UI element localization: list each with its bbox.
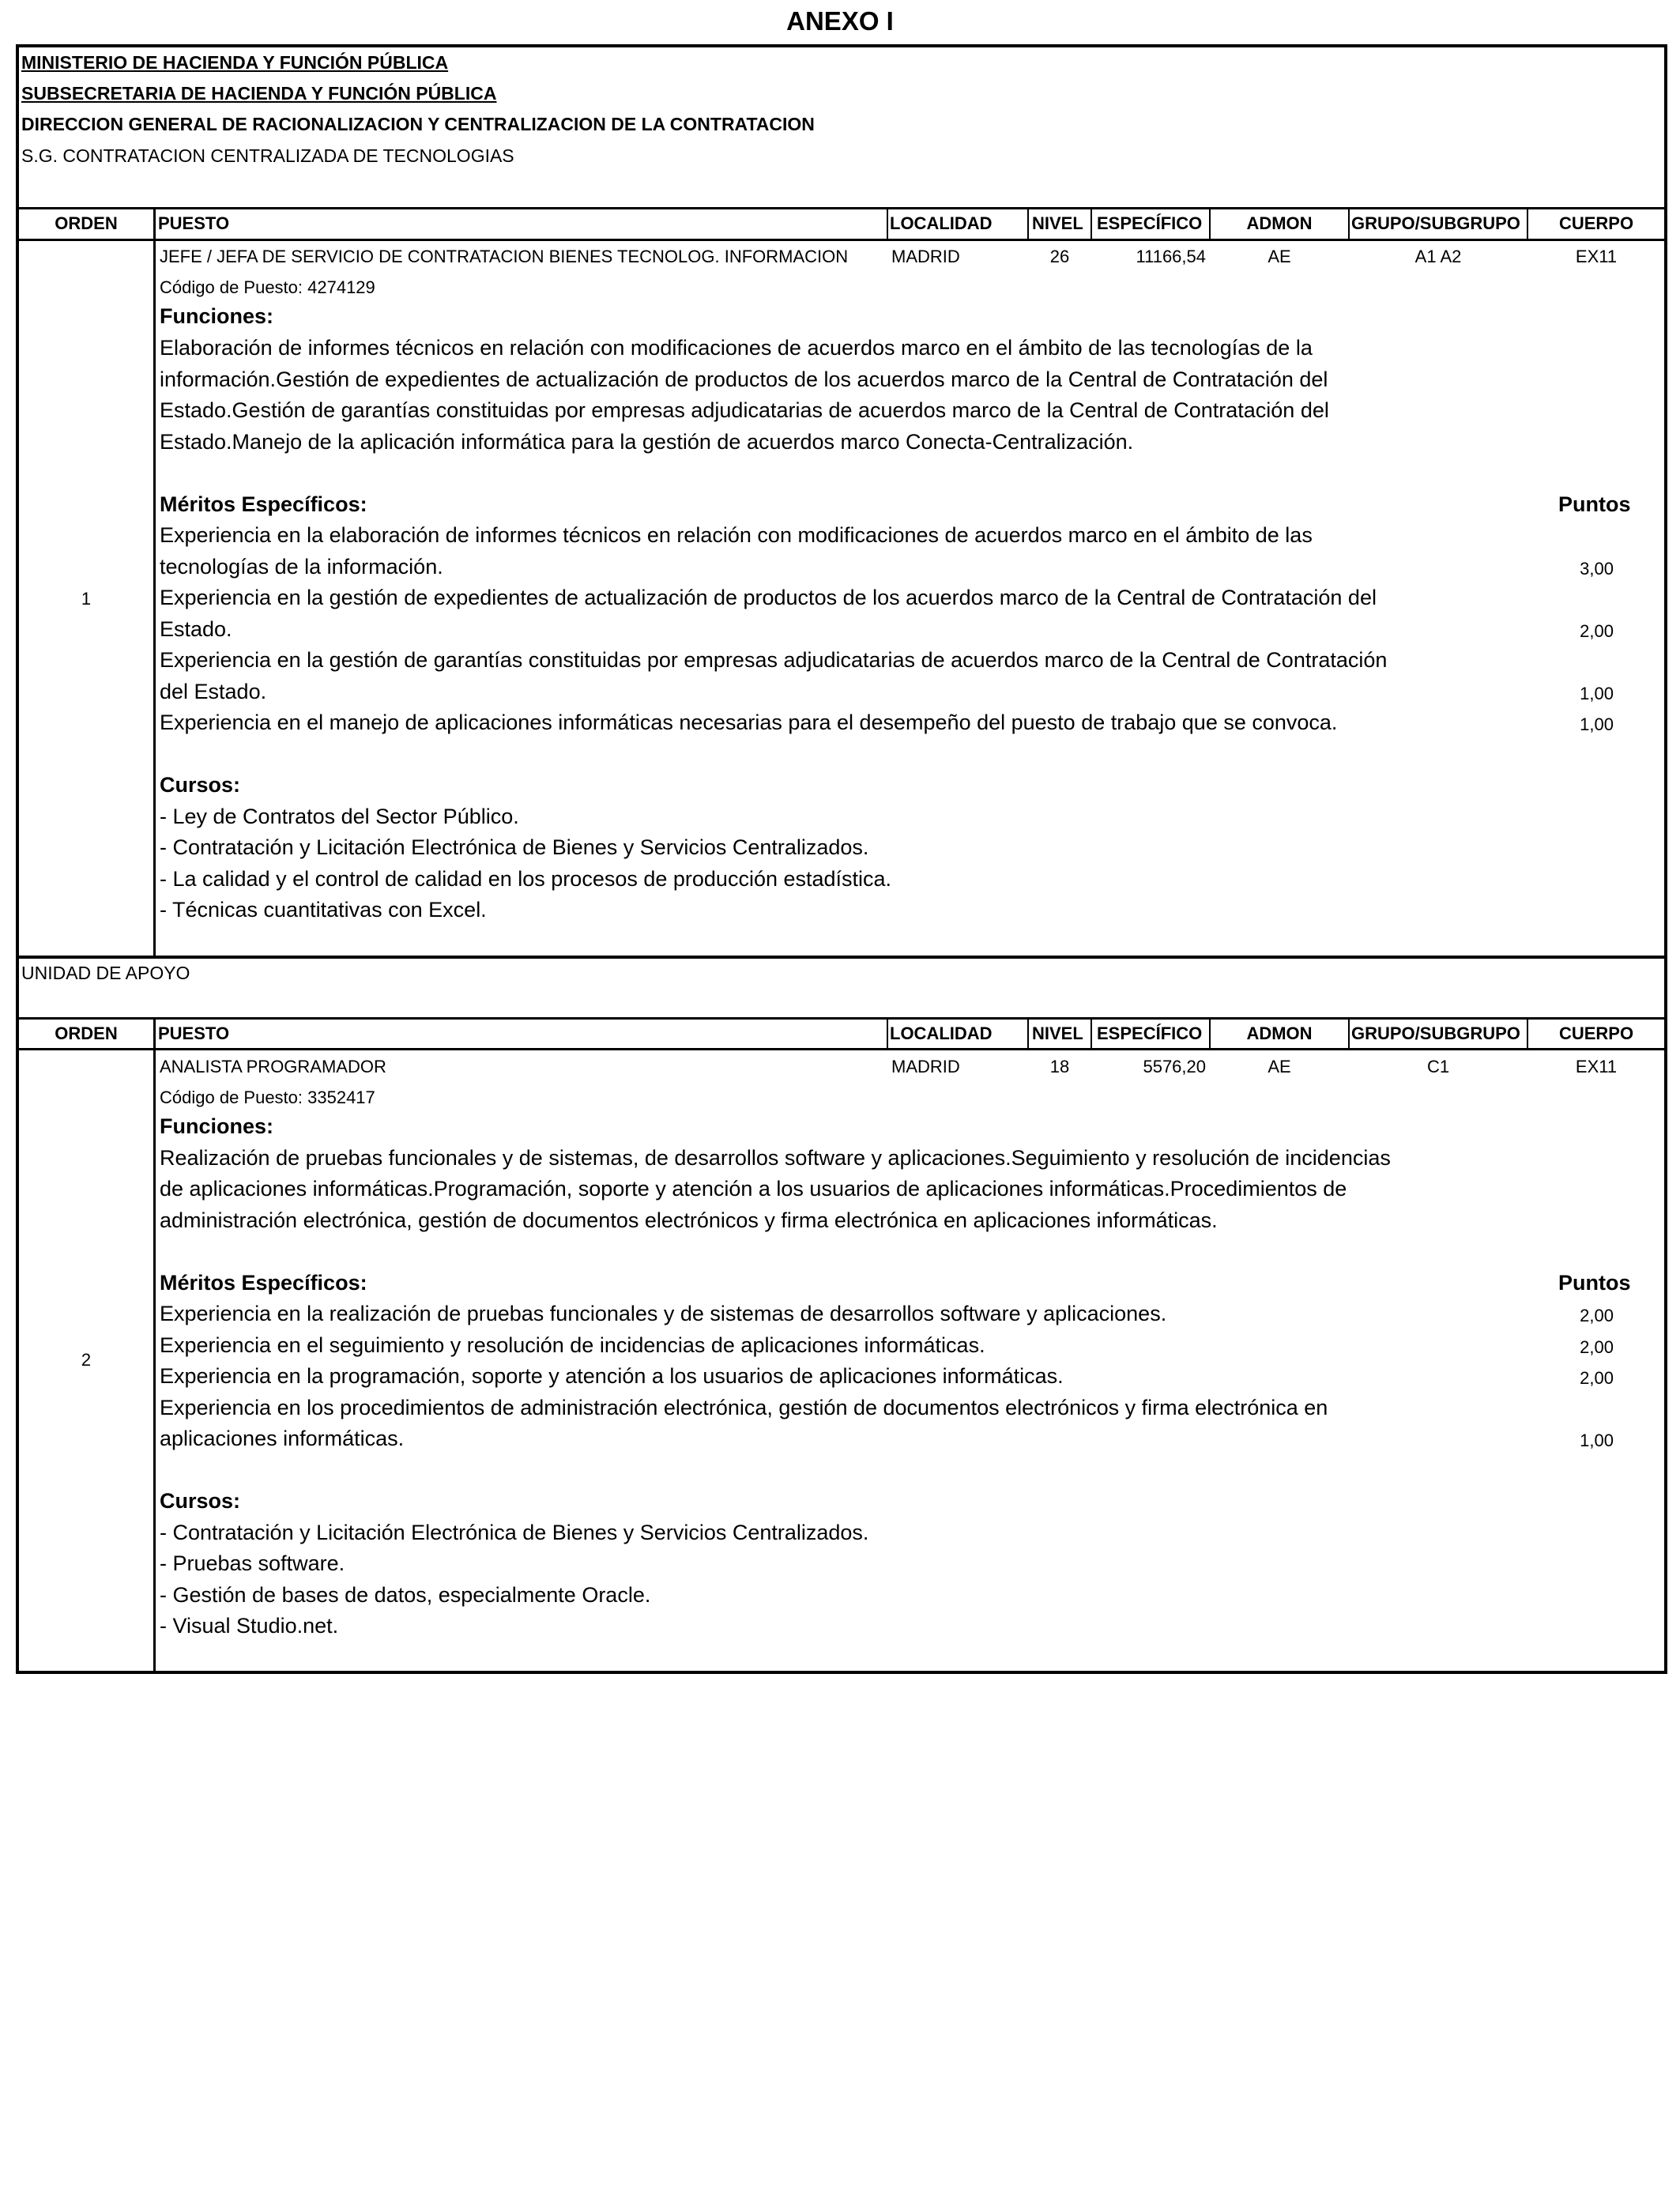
table-1-merito-line: Experiencia en la gestión de garantías constituidas por empresas adjudicatarias de acuerdos marco de la Central de Contratación: [160, 648, 1388, 672]
table-1-funciones-line: Estado.Gestión de garantías constituidas por empresas adjudicatarias de acuerdos marco de la Central de Contratación del: [160, 398, 1329, 422]
table-1-funciones-line: Estado.Manejo de la aplicación informática para la gestión de acuerdos marco Conecta-Centralización.: [160, 430, 1134, 454]
table-2-curso-line: - Visual Studio.net.: [160, 1614, 339, 1638]
table-2-funciones-label: Funciones:: [160, 1114, 274, 1138]
table-1-puesto: JEFE / JEFA DE SERVICIO DE CONTRATACION BIENES TECNOLOG. INFORMACION: [160, 247, 849, 266]
table-1-header-bottom: [16, 239, 1667, 241]
header-subsecretaria: SUBSECRETARIA DE HACIENDA Y FUNCIÓN PÚBLICA: [21, 83, 497, 104]
table-1-puntos-label: Puntos: [1558, 492, 1631, 516]
table-1-especifico: 11166,54: [1136, 247, 1206, 266]
header-ministry: MINISTERIO DE HACIENDA Y FUNCIÓN PÚBLICA: [21, 52, 449, 73]
table-1-funciones-label: Funciones:: [160, 304, 274, 328]
table-1-puntos-value: 3,00: [1580, 559, 1614, 579]
table-2-orden: 2: [81, 1350, 92, 1370]
col-orden: ORDEN: [55, 1023, 118, 1043]
col-sep: [887, 1017, 888, 1050]
col-sep: [1027, 207, 1029, 240]
table-1-puntos-value: 1,00: [1580, 684, 1614, 703]
table-2-especifico: 5576,20: [1143, 1057, 1206, 1076]
table-1-puntos-value: 1,00: [1580, 714, 1614, 734]
table-2-curso-line: - Pruebas software.: [160, 1551, 345, 1575]
table-2-header-top: [16, 1017, 1667, 1020]
table-1-puntos-value: 2,00: [1580, 621, 1614, 641]
table-2-merito-line: Experiencia en el seguimiento y resolución de incidencias de aplicaciones informáticas.: [160, 1333, 985, 1357]
table-1-codigo: Código de Puesto: 4274129: [160, 277, 375, 297]
table-2-puntos-value: 2,00: [1580, 1306, 1614, 1325]
table-1-meritos-label: Méritos Específicos:: [160, 492, 367, 516]
col-sep: [1348, 1017, 1350, 1050]
col-puesto: PUESTO: [158, 1023, 230, 1043]
table-1-merito-line: Experiencia en la gestión de expedientes de actualización de productos de los acuerdos marco de la Central de Contratación del: [160, 586, 1377, 609]
table-2-merito-line: aplicaciones informáticas.: [160, 1427, 405, 1450]
table-1-funciones-line: información.Gestión de expedientes de actualización de productos de los acuerdos marco de la Central de Contratación del: [160, 368, 1328, 391]
col-orden: ORDEN: [55, 213, 118, 233]
col-localidad: LOCALIDAD: [890, 1023, 993, 1043]
table-2-localidad: MADRID: [891, 1057, 960, 1076]
header-sg: S.G. CONTRATACION CENTRALIZADA DE TECNOLOGIAS: [21, 145, 514, 166]
table-1-merito-line: Estado.: [160, 617, 232, 641]
unit-heading: UNIDAD DE APOYO: [21, 963, 190, 983]
table-2-codigo: Código de Puesto: 3352417: [160, 1088, 375, 1107]
table-1-cursos-label: Cursos:: [160, 773, 241, 797]
table-1-merito-line: Experiencia en la elaboración de informes técnicos en relación con modificaciones de acuerdos marco en el ámbito de las: [160, 523, 1313, 547]
table-1-merito-line: Experiencia en el manejo de aplicaciones informáticas necesarias para el desempeño del puesto de trabajo que se convoca.: [160, 711, 1338, 734]
table-2-curso-line: - Gestión de bases de datos, especialmente Oracle.: [160, 1583, 651, 1607]
table-1-merito-line: del Estado.: [160, 680, 267, 703]
page-title: ANEXO I: [786, 6, 894, 36]
col-nivel: NIVEL: [1032, 1023, 1083, 1043]
col-grupo: GRUPO/SUBGRUPO: [1351, 213, 1520, 233]
table-1-localidad: MADRID: [891, 247, 960, 266]
table-1-grupo: A1 A2: [1414, 247, 1462, 266]
table-2-merito-line: Experiencia en los procedimientos de administración electrónica, gestión de documentos electrónicos y firma electrónica en: [160, 1396, 1328, 1419]
table-1-bottom: [16, 956, 1667, 959]
col-admon: ADMON: [1246, 213, 1313, 233]
table-2-grupo: C1: [1426, 1057, 1450, 1076]
col-cuerpo: CUERPO: [1558, 213, 1634, 233]
table-2-merito-line: Experiencia en la programación, soporte y atención a los usuarios de aplicaciones informáticas.: [160, 1364, 1064, 1388]
table-2-cursos-label: Cursos:: [160, 1489, 241, 1513]
table-2-admon: AE: [1268, 1057, 1291, 1076]
table-2-curso-line: - Contratación y Licitación Electrónica de Bienes y Servicios Centralizados.: [160, 1521, 869, 1544]
table-2-merito-line: Experiencia en la realización de pruebas funcionales y de sistemas de desarrollos software y aplicaciones.: [160, 1302, 1167, 1325]
table-2-puntos-value: 1,00: [1580, 1431, 1614, 1450]
col-puesto: PUESTO: [158, 213, 230, 233]
table-1-admon: AE: [1268, 247, 1291, 266]
table-2-funciones-line: Realización de pruebas funcionales y de sistemas, de desarrollos software y aplicaciones.Seguimiento y resolución de incidencias: [160, 1146, 1391, 1170]
outer-left-border: [16, 44, 19, 1674]
col-grupo: GRUPO/SUBGRUPO: [1351, 1023, 1520, 1043]
col-admon: ADMON: [1246, 1023, 1313, 1043]
table-2-header-bottom: [16, 1048, 1667, 1050]
table-1-curso-line: - Ley de Contratos del Sector Público.: [160, 805, 519, 828]
col-especifico: ESPECÍFICO: [1097, 213, 1203, 233]
table-1-nivel: 26: [1049, 247, 1070, 266]
col-nivel: NIVEL: [1032, 213, 1083, 233]
table-1-curso-line: - La calidad y el control de calidad en los procesos de producción estadística.: [160, 867, 892, 891]
table-2-puntos-label: Puntos: [1558, 1271, 1631, 1295]
table-1-funciones-line: Elaboración de informes técnicos en relación con modificaciones de acuerdos marco en el ámbito de las tecnologías de la: [160, 336, 1313, 360]
table-2-funciones-line: de aplicaciones informáticas.Programación, soporte y atención a los usuarios de aplicaciones informáticas.Procedimientos de: [160, 1177, 1347, 1201]
outer-top-border: [16, 44, 1667, 47]
table-1-orden: 1: [81, 589, 92, 609]
col-sep: [153, 1017, 156, 1673]
col-sep: [1027, 1017, 1029, 1050]
table-1-cuerpo: EX11: [1575, 247, 1618, 266]
table-1-curso-line: - Contratación y Licitación Electrónica de Bienes y Servicios Centralizados.: [160, 835, 869, 859]
table-2-nivel: 18: [1049, 1057, 1070, 1076]
table-1-merito-line: tecnologías de la información.: [160, 555, 443, 579]
table-2-puesto: ANALISTA PROGRAMADOR: [160, 1057, 386, 1076]
table-2-cuerpo: EX11: [1575, 1057, 1618, 1076]
table-2-meritos-label: Méritos Específicos:: [160, 1271, 367, 1295]
col-sep: [1348, 207, 1350, 240]
header-direccion: DIRECCION GENERAL DE RACIONALIZACION Y CENTRALIZACION DE LA CONTRATACION: [21, 114, 815, 134]
table-2-puntos-value: 2,00: [1580, 1368, 1614, 1388]
outer-right-border: [1664, 44, 1667, 1674]
col-cuerpo: CUERPO: [1558, 1023, 1634, 1043]
col-especifico: ESPECÍFICO: [1097, 1023, 1203, 1043]
col-sep: [1090, 1017, 1092, 1050]
col-sep: [153, 207, 156, 958]
table-1-header-top: [16, 207, 1667, 209]
table-2-puntos-value: 2,00: [1580, 1337, 1614, 1357]
table-1-curso-line: - Técnicas cuantitativas con Excel.: [160, 898, 487, 922]
table-2-funciones-line: administración electrónica, gestión de documentos electrónicos y firma electrónica en aplicaciones informáticas.: [160, 1208, 1218, 1232]
col-sep: [887, 207, 888, 240]
outer-bottom-border: [16, 1671, 1667, 1674]
col-sep: [1090, 207, 1092, 240]
col-localidad: LOCALIDAD: [890, 213, 993, 233]
